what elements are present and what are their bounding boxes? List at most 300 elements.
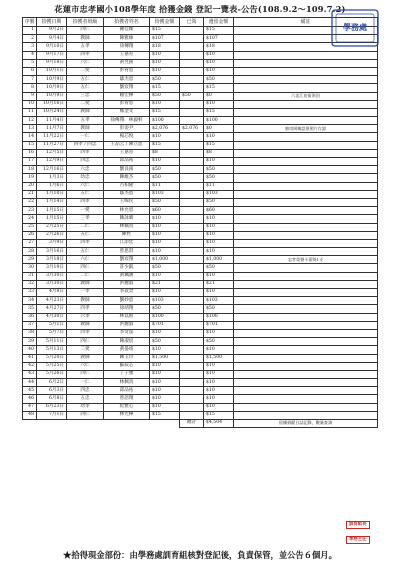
- row-date: 5月20日: [37, 354, 67, 362]
- row-amount: $10: [150, 362, 180, 370]
- row-seq: 41: [23, 354, 37, 362]
- row-claimed: [180, 190, 204, 198]
- row-claimed: [180, 149, 204, 157]
- row-claimed: [180, 182, 204, 190]
- row-date: 10月9日: [37, 76, 67, 84]
- row-claimed: [180, 223, 204, 231]
- row-finder: 徐傳翔: [104, 43, 150, 51]
- seal-stamp-a: 訓育組長: [346, 521, 370, 529]
- row-class: 六忠: [67, 166, 104, 174]
- row-class: 教師: [67, 280, 104, 288]
- row-claimed: [180, 100, 204, 108]
- row-finder: 蘇辰芯: [104, 362, 150, 370]
- row-amount: $10: [150, 158, 180, 166]
- row-class: 四孝: [67, 239, 104, 247]
- row-seq: 38: [23, 329, 37, 337]
- table-row: [23, 67, 378, 75]
- row-date: 11月4日: [37, 117, 67, 125]
- row-seq: 34: [23, 297, 37, 305]
- row-finder: 劉宸翔: [104, 84, 150, 92]
- row-claimed: [180, 411, 204, 419]
- row-seq: 31: [23, 272, 37, 280]
- row-class: 五仁: [67, 76, 104, 84]
- row-date: 1月3日: [37, 174, 67, 182]
- row-claimed: [180, 141, 204, 149]
- row-remaining: $100: [204, 117, 234, 125]
- row-finder: 陳維杰: [104, 174, 150, 182]
- row-note: [234, 174, 378, 182]
- row-seq: 22: [23, 198, 37, 206]
- row-date: 5月25日: [37, 362, 67, 370]
- row-remaining: $10: [204, 272, 234, 280]
- row-class: 四忠: [67, 158, 104, 166]
- row-claimed: [180, 256, 204, 264]
- table-row: [23, 76, 378, 84]
- row-finder: 彭宥恩: [104, 67, 150, 75]
- row-class: 六仁: [67, 362, 104, 370]
- row-claimed: [180, 403, 204, 411]
- row-amount: $100: [150, 313, 180, 321]
- row-remaining: $10: [204, 289, 234, 297]
- row-remaining: $15: [204, 141, 234, 149]
- row-note: [234, 51, 378, 59]
- row-remaining: $103: [204, 190, 234, 198]
- row-remaining: $10: [204, 403, 234, 411]
- row-seq: 46: [23, 395, 37, 403]
- row-class: 教師: [67, 108, 104, 116]
- row-remaining: $21: [204, 280, 234, 288]
- row-seq: 4: [23, 51, 37, 59]
- row-seq: 36: [23, 313, 37, 321]
- row-remaining: $10: [204, 387, 234, 395]
- row-note: [234, 59, 378, 67]
- row-date: 12月16日: [37, 166, 67, 174]
- row-claimed: [180, 174, 204, 182]
- row-class: 四孝: [67, 198, 104, 206]
- summary-total: $4,504: [204, 420, 234, 428]
- row-claimed: [180, 354, 204, 362]
- row-remaining: $50: [204, 338, 234, 346]
- table-row: [23, 125, 378, 133]
- col-header-remaining: 遺留金額: [204, 18, 234, 27]
- row-note: [234, 297, 378, 305]
- row-finder: 李奇泓: [104, 329, 150, 337]
- row-seq: 43: [23, 370, 37, 378]
- row-class: 四忠: [67, 387, 104, 395]
- row-seq: 3: [23, 43, 37, 51]
- row-note: [234, 354, 378, 362]
- row-amount: $10: [150, 67, 180, 75]
- row-finder: 邱品祐: [104, 387, 150, 395]
- row-amount: $11: [150, 182, 180, 190]
- row-remaining: $10: [204, 379, 234, 387]
- row-amount: $10: [150, 395, 180, 403]
- row-note: [234, 231, 378, 239]
- col-header-finder: 拾獲者姓名: [104, 18, 150, 27]
- row-class: 一仁: [67, 133, 104, 141]
- row-class: 四孝 / 四忠: [67, 141, 104, 149]
- row-claimed: [180, 27, 204, 35]
- row-note: [234, 108, 378, 116]
- row-note: [234, 313, 378, 321]
- row-note: [234, 387, 378, 395]
- row-note: [234, 215, 378, 223]
- row-class: 二仁: [67, 223, 104, 231]
- table-row: [23, 51, 378, 59]
- row-amount: $50: [150, 174, 180, 182]
- row-date: 4月23日: [37, 297, 67, 305]
- row-finder: 洪麗淑: [104, 280, 150, 288]
- row-seq: 12: [23, 117, 37, 125]
- row-class: 一仁: [67, 379, 104, 387]
- row-amount: $10: [150, 239, 180, 247]
- row-seq: 9: [23, 92, 37, 100]
- row-remaining: $1,000: [204, 256, 234, 264]
- row-note: 六忠江宸街領回: [234, 92, 378, 100]
- row-remaining: $10: [204, 51, 234, 59]
- row-class: 教師: [67, 321, 104, 329]
- row-remaining: $701: [204, 321, 234, 329]
- row-finder: 楊芯悅: [104, 133, 150, 141]
- row-remaining: $10: [204, 362, 234, 370]
- row-claimed: [180, 305, 204, 313]
- row-finder: 王晞民: [104, 198, 150, 206]
- row-date: 10月24日: [37, 108, 67, 116]
- row-claimed: [180, 297, 204, 305]
- row-note: [234, 370, 378, 378]
- row-seq: 24: [23, 215, 37, 223]
- row-amount: $103: [150, 190, 180, 198]
- row-class: 教師: [67, 125, 104, 133]
- row-claimed: [180, 346, 204, 354]
- row-class: 二愛: [67, 346, 104, 354]
- row-claimed: [180, 370, 204, 378]
- row-finder: 林佩真: [104, 223, 150, 231]
- row-amount: $10: [150, 215, 180, 223]
- row-note: [234, 166, 378, 174]
- header-row: [23, 18, 378, 27]
- row-remaining: $50: [204, 305, 234, 313]
- row-date: 9月10日: [37, 43, 67, 51]
- row-claimed: [180, 84, 204, 92]
- row-remaining: $11: [204, 182, 234, 190]
- row-seq: 20: [23, 182, 37, 190]
- ledger-body: [23, 27, 378, 420]
- row-claimed: [180, 198, 204, 206]
- row-date: 10月9日: [37, 92, 67, 100]
- row-claimed: [180, 272, 204, 280]
- col-header-class: 拾獲者班級: [67, 18, 104, 27]
- row-finder: 邱品祐: [104, 158, 150, 166]
- row-seq: 15: [23, 141, 37, 149]
- seal-stamp-b: 學務主任: [346, 536, 370, 544]
- row-date: 1月15日: [37, 207, 67, 215]
- row-note: [234, 198, 378, 206]
- row-note: [234, 182, 378, 190]
- row-class: 四孝: [67, 149, 104, 157]
- row-finder: 林佩真: [104, 379, 150, 387]
- row-class: 五孝: [67, 117, 104, 125]
- row-seq: 30: [23, 264, 37, 272]
- row-seq: 5: [23, 59, 37, 67]
- row-class: 教師: [67, 297, 104, 305]
- row-claimed: [180, 133, 204, 141]
- row-claimed: [180, 51, 204, 59]
- row-amount: $2,076: [150, 125, 180, 133]
- row-seq: 18: [23, 166, 37, 174]
- row-seq: 44: [23, 379, 37, 387]
- row-seq: 2: [23, 35, 37, 43]
- table-row: [23, 313, 378, 321]
- row-seq: 14: [23, 133, 37, 141]
- row-remaining: $50: [204, 198, 234, 206]
- row-seq: 13: [23, 125, 37, 133]
- row-note: [234, 141, 378, 149]
- page-title: 花蓮市忠孝國小108學年度 拾獲金錢 登記一覽表-公告(108.9.2～109.7.2): [54, 4, 346, 14]
- table-row: [23, 239, 378, 247]
- table-row: [23, 117, 378, 125]
- table-row: [23, 35, 378, 43]
- row-note: [234, 190, 378, 198]
- row-note: [234, 403, 378, 411]
- row-finder: 古柏隆: [104, 182, 150, 190]
- row-amount: $10: [150, 133, 180, 141]
- row-seq: 35: [23, 305, 37, 313]
- row-note: 廚房阿姨認領照片存證: [234, 125, 378, 133]
- row-amount: $8: [150, 149, 180, 157]
- row-seq: 1: [23, 27, 37, 35]
- row-class: 四仁: [67, 411, 104, 419]
- row-class: 五仁: [67, 190, 104, 198]
- table-row: [23, 166, 378, 174]
- row-class: 三孝: [67, 215, 104, 223]
- row-finder: 李玟萱: [104, 289, 150, 297]
- row-date: 5月7日: [37, 329, 67, 337]
- row-remaining: $10: [204, 67, 234, 75]
- summary-label: 總計: [180, 420, 204, 428]
- table-row: [23, 92, 378, 100]
- row-amount: $50: [150, 264, 180, 272]
- school-seal-text: 學務處: [343, 22, 367, 32]
- row-date: 3月19日: [37, 264, 67, 272]
- row-date: 9月2日: [37, 27, 67, 35]
- row-class: 四仁: [67, 370, 104, 378]
- row-note: [234, 379, 378, 387]
- row-amount: $50: [150, 166, 180, 174]
- row-date: 10月16日: [37, 100, 67, 108]
- footer-notice: ★拾得現金部份：由學務處訓育組核對登記後，負責保管，並公告６個月。: [63, 550, 337, 560]
- table-row: [23, 231, 378, 239]
- row-amount: $100: [150, 117, 180, 125]
- row-claimed: [180, 76, 204, 84]
- row-class: 五仁: [67, 231, 104, 239]
- row-claimed: [180, 395, 204, 403]
- row-finder: 江添廷: [104, 239, 150, 247]
- table-row: [23, 297, 378, 305]
- row-note: [234, 100, 378, 108]
- row-date: 4月8日: [37, 289, 67, 297]
- row-amount: $60: [150, 207, 180, 215]
- row-remaining: $10: [204, 329, 234, 337]
- row-amount: $10: [150, 346, 180, 354]
- row-seq: 47: [23, 403, 37, 411]
- row-seq: 10: [23, 100, 37, 108]
- row-finder: 徐傳翔．林毅軒: [104, 117, 150, 125]
- row-date: 5月26日: [37, 370, 67, 378]
- row-class: 幼忠: [67, 174, 104, 182]
- row-class: 五仁: [67, 84, 104, 92]
- row-finder: 王品云 / 陳立恩: [104, 141, 150, 149]
- row-class: 五孝: [67, 43, 104, 51]
- row-seq: 39: [23, 338, 37, 346]
- row-date: 11月27日: [37, 141, 67, 149]
- row-amount: $10: [150, 231, 180, 239]
- row-note: [234, 346, 378, 354]
- row-amount: $10: [150, 248, 180, 256]
- row-amount: $18: [150, 43, 180, 51]
- table-row: [23, 379, 378, 387]
- row-claimed: [180, 35, 204, 43]
- row-amount: $50: [150, 305, 180, 313]
- row-note: [234, 239, 378, 247]
- table-row: [23, 264, 378, 272]
- row-note: [234, 264, 378, 272]
- summary-note: 依據捐獻日誌記錄，數量查詢: [234, 420, 378, 428]
- row-amount: $10: [150, 100, 180, 108]
- row-seq: 17: [23, 158, 37, 166]
- row-date: 11月22日: [37, 133, 67, 141]
- row-claimed: [180, 108, 204, 116]
- row-seq: 8: [23, 84, 37, 92]
- row-class: 四仁: [67, 338, 104, 346]
- row-remaining: $15: [204, 108, 234, 116]
- table-row: [23, 256, 378, 264]
- row-date: 10月9日: [37, 84, 67, 92]
- row-remaining: $10: [204, 346, 234, 354]
- row-class: 四仁: [67, 264, 104, 272]
- row-note: [234, 338, 378, 346]
- row-finder: 林允恩: [104, 207, 150, 215]
- table-row: [23, 338, 378, 346]
- row-remaining: $50: [204, 166, 234, 174]
- row-note: [234, 305, 378, 313]
- row-note: [234, 133, 378, 141]
- row-date: 10月1日: [37, 67, 67, 75]
- table-row: [23, 43, 378, 51]
- row-remaining: $15: [204, 27, 234, 35]
- row-claimed: [180, 313, 204, 321]
- row-finder: 鄒杰恩: [104, 190, 150, 198]
- row-note: [234, 84, 378, 92]
- row-date: 9月17日: [37, 51, 67, 59]
- row-remaining: $103: [204, 297, 234, 305]
- row-amount: $701: [150, 321, 180, 329]
- row-date: 12月5日: [37, 149, 67, 157]
- table-row: [23, 182, 378, 190]
- table-row: [23, 411, 378, 419]
- row-remaining: $50: [204, 174, 234, 182]
- row-remaining: $10: [204, 395, 234, 403]
- row-remaining: $8: [204, 149, 234, 157]
- row-amount: $1,000: [150, 256, 180, 264]
- row-class: 六孝: [67, 313, 104, 321]
- table-row: [23, 272, 378, 280]
- row-claimed: [180, 166, 204, 174]
- row-note: [234, 207, 378, 215]
- row-amount: $10: [150, 272, 180, 280]
- row-finder: 陳淑宸: [104, 338, 150, 346]
- row-date: 3月9日: [37, 239, 67, 247]
- row-remaining: $10: [204, 133, 234, 141]
- row-seq: 48: [23, 411, 37, 419]
- row-date: 3月30日: [37, 280, 67, 288]
- row-amount: $1,500: [150, 354, 180, 362]
- row-finder: 彭姿尹: [104, 125, 150, 133]
- row-claimed: [180, 289, 204, 297]
- table-row: [23, 387, 378, 395]
- row-remaining: $15: [204, 84, 234, 92]
- row-date: 5月13日: [37, 346, 67, 354]
- lost-money-ledger: [22, 17, 378, 428]
- row-class: 四孝: [67, 305, 104, 313]
- table-row: [23, 223, 378, 231]
- row-claimed: [180, 215, 204, 223]
- row-seq: 23: [23, 207, 37, 215]
- row-amount: $21: [150, 280, 180, 288]
- row-claimed: [180, 239, 204, 247]
- table-row: [23, 141, 378, 149]
- row-date: 1月14日: [37, 198, 67, 206]
- row-date: 6月8日: [37, 395, 67, 403]
- table-row: [23, 59, 378, 67]
- row-date: 2月26日: [37, 231, 67, 239]
- row-class: 教師: [67, 35, 104, 43]
- row-class: 二愛: [67, 67, 104, 75]
- row-class: 四孝: [67, 51, 104, 59]
- row-remaining: $60: [204, 207, 234, 215]
- row-claimed: [180, 362, 204, 370]
- row-class: 一愛: [67, 207, 104, 215]
- row-date: 9月4日: [37, 35, 67, 43]
- row-claimed: [180, 321, 204, 329]
- row-finder: 黃晏靖: [104, 346, 150, 354]
- row-seq: 7: [23, 76, 37, 84]
- row-claimed: [180, 231, 204, 239]
- row-finder: 洪麗淑: [104, 321, 150, 329]
- row-date: 12月9日: [37, 158, 67, 166]
- row-amount: $107: [150, 35, 180, 43]
- row-finder: 鄒杰恩: [104, 76, 150, 84]
- row-date: 6月2日: [37, 379, 67, 387]
- row-claimed: [180, 207, 204, 215]
- row-claimed: [180, 264, 204, 272]
- row-date: 3月18日: [37, 256, 67, 264]
- row-finder: 鍾佳臻: [104, 27, 150, 35]
- row-amount: $50: [150, 92, 180, 100]
- row-note: [234, 289, 378, 297]
- row-date: 3月30日: [37, 272, 67, 280]
- row-remaining: $10: [204, 100, 234, 108]
- table-row: [23, 198, 378, 206]
- table-row: [23, 158, 378, 166]
- table-row: [23, 289, 378, 297]
- row-amount: $15: [150, 84, 180, 92]
- row-class: 五仁: [67, 248, 104, 256]
- col-header-amount: 拾獲金額: [150, 18, 180, 27]
- row-class: 幼孝: [67, 403, 104, 411]
- row-date: 1月15日: [37, 215, 67, 223]
- row-date: 7月1日: [37, 411, 67, 419]
